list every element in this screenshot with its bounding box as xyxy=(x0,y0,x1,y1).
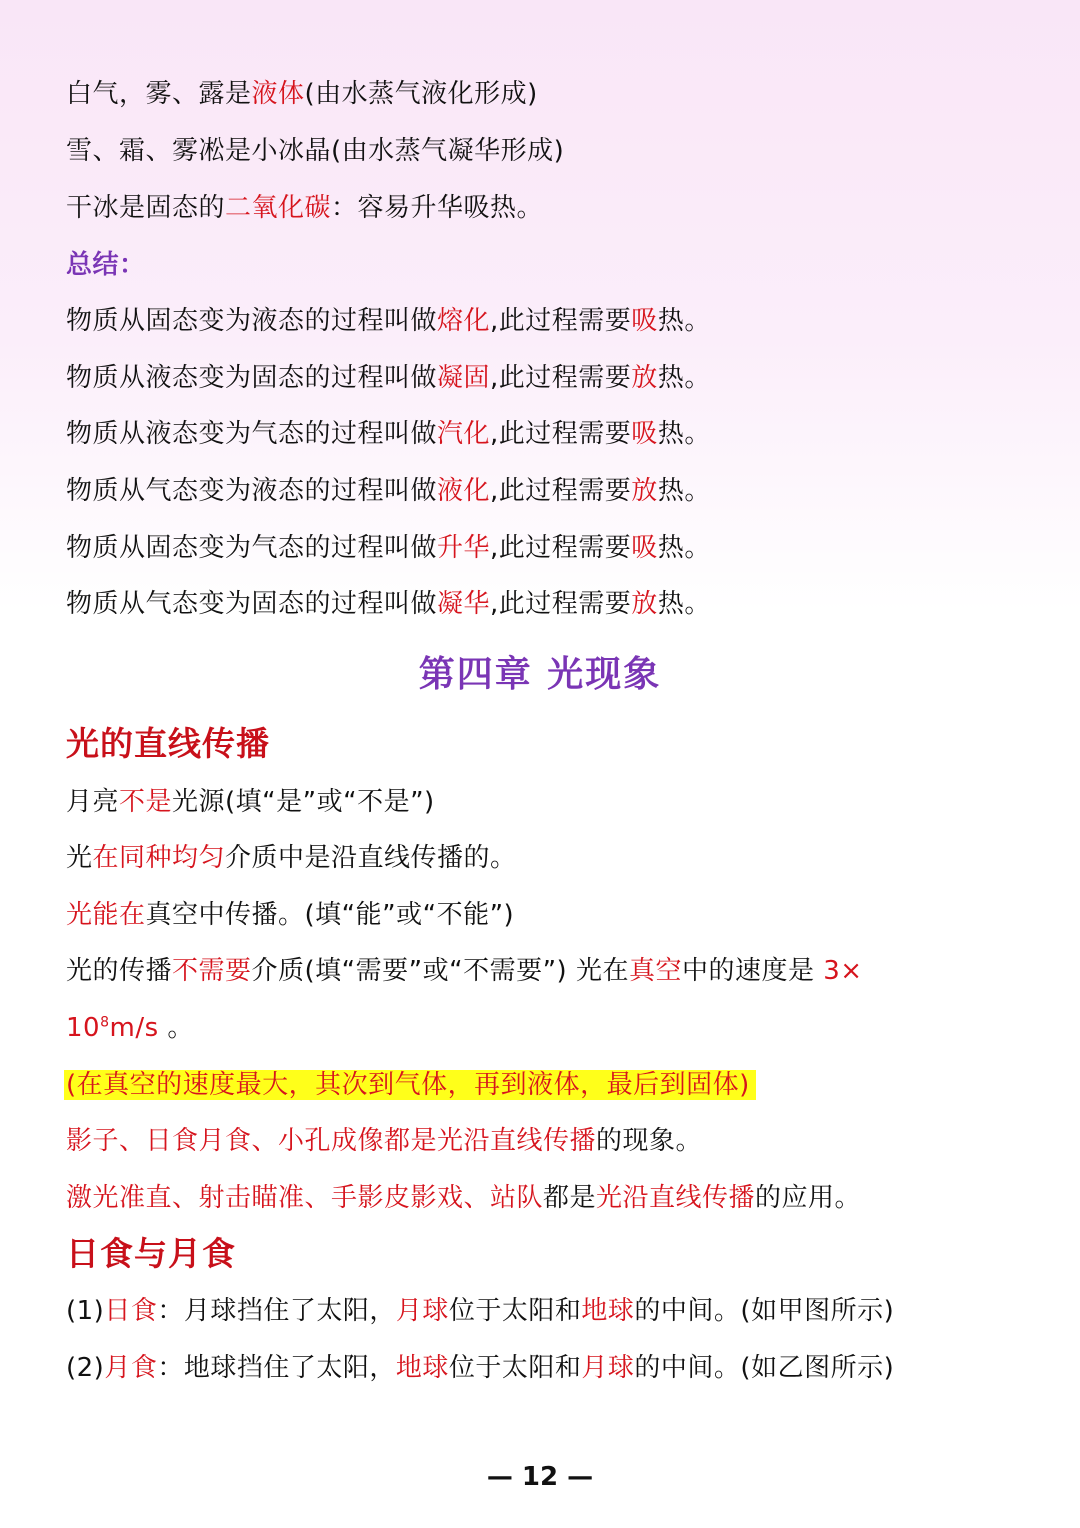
red-keyword: 放 xyxy=(631,476,658,506)
red-keyword: 二氧化碳 xyxy=(225,193,332,223)
speed-unit: m/s xyxy=(109,1013,159,1043)
text-segment: 位于太阳和 xyxy=(448,1296,582,1326)
text-line xyxy=(66,1178,861,1218)
summary-line xyxy=(66,584,711,624)
text-segment: 热。 xyxy=(657,306,711,336)
red-keyword: 熔化 xyxy=(437,306,491,336)
text-segment: 介质(填“需要”或“不需要”) 光在 xyxy=(251,956,629,986)
red-keyword: 凝固 xyxy=(437,363,491,393)
red-keyword: 吸 xyxy=(631,306,658,336)
red-keyword: 吸 xyxy=(631,533,658,563)
red-keyword: 地球 xyxy=(581,1296,635,1326)
text-line xyxy=(66,1121,702,1161)
text-segment: 中的速度是 xyxy=(681,956,824,986)
red-keyword: 不是 xyxy=(119,787,173,817)
text-segment: 白气，雾、露是 xyxy=(66,79,252,109)
text-segment: 介质中是沿直线传播的。 xyxy=(225,843,517,873)
summary-line xyxy=(66,358,711,398)
text-segment: ,此过程需要 xyxy=(490,306,632,336)
text-segment: 光的传播 xyxy=(66,956,173,986)
text-segment: 物质从液态变为气态的过程叫做 xyxy=(66,419,438,449)
text-segment: 热。 xyxy=(657,363,711,393)
text-segment: 热。 xyxy=(657,476,711,506)
red-keyword: 放 xyxy=(631,589,658,619)
text-line xyxy=(66,1348,894,1388)
text-segment: 物质从气态变为固态的过程叫做 xyxy=(66,589,438,619)
text-segment: 光源(填“是”或“不是”) xyxy=(172,787,435,817)
text-segment: ,此过程需要 xyxy=(490,419,632,449)
text-segment: ,此过程需要 xyxy=(490,589,632,619)
text-segment: 的中间。(如甲图所示) xyxy=(634,1296,895,1326)
text-segment: 物质从气态变为液态的过程叫做 xyxy=(66,476,438,506)
text-segment: 。 xyxy=(158,1013,194,1043)
red-keyword: 3× xyxy=(823,956,863,986)
text-segment: 雪、霜、雾凇是小冰晶(由水蒸气凝华形成) xyxy=(66,136,565,166)
text-line xyxy=(66,838,517,878)
text-segment: 位于太阳和 xyxy=(448,1353,582,1383)
summary-line xyxy=(66,414,711,454)
text-segment: 干冰是固态的 xyxy=(66,193,226,223)
text-line xyxy=(66,782,435,822)
summary-line xyxy=(66,528,711,568)
speed-value: 10 xyxy=(66,1013,101,1043)
red-keyword: 月球 xyxy=(581,1353,635,1383)
text-segment: 物质从固态变为气态的过程叫做 xyxy=(66,533,438,563)
text-segment: (1) xyxy=(66,1296,105,1326)
text-segment: 月亮 xyxy=(66,787,120,817)
text-line xyxy=(66,1008,194,1048)
red-keyword: 放 xyxy=(631,363,658,393)
red-keyword: 不需要 xyxy=(172,956,252,986)
red-keyword: 升华 xyxy=(437,533,491,563)
red-keyword: 凝华 xyxy=(437,589,491,619)
red-keyword: 液化 xyxy=(437,476,491,506)
red-keyword: 汽化 xyxy=(437,419,491,449)
red-keyword: 日食 xyxy=(104,1296,158,1326)
text-segment: 光 xyxy=(66,843,93,873)
summary-line xyxy=(66,471,711,511)
red-keyword: 月食 xyxy=(104,1353,158,1383)
red-keyword: 影子、日食月食、小孔成像都是光沿直线传播 xyxy=(66,1126,597,1156)
text-segment: ,此过程需要 xyxy=(490,363,632,393)
red-keyword: 激光准直、射击瞄准、手影皮影戏、站队 xyxy=(66,1183,544,1213)
text-line xyxy=(66,188,543,228)
speed-exponent: 8 xyxy=(100,1014,110,1031)
text-segment: 的中间。(如乙图所示) xyxy=(634,1353,895,1383)
text-segment: (2) xyxy=(66,1353,105,1383)
red-keyword: 液体 xyxy=(251,79,305,109)
section-title: 光的直线传播 xyxy=(66,724,270,763)
text-line xyxy=(66,131,564,171)
summary-line xyxy=(66,301,711,341)
text-segment: ,此过程需要 xyxy=(490,533,632,563)
text-line xyxy=(66,895,514,935)
text-line xyxy=(66,951,863,991)
text-segment: 物质从固态变为液态的过程叫做 xyxy=(66,306,438,336)
chapter-title: 第四章 光现象 xyxy=(418,654,662,695)
text-segment: 都是 xyxy=(543,1183,597,1213)
highlight-text: (在真空的速度最大，其次到气体，再到液体，最后到固体) xyxy=(64,1070,756,1100)
red-keyword: 真空 xyxy=(628,956,682,986)
red-keyword: 吸 xyxy=(631,419,658,449)
text-segment: ：月球挡住了太阳， xyxy=(157,1296,396,1326)
text-segment: 的应用。 xyxy=(755,1183,862,1213)
text-segment: ：地球挡住了太阳， xyxy=(157,1353,396,1383)
red-keyword: 月球 xyxy=(395,1296,449,1326)
text-segment: 热。 xyxy=(657,419,711,449)
red-keyword: 光能在 xyxy=(66,900,146,930)
red-keyword: 光沿直线传播 xyxy=(596,1183,756,1213)
text-segment: 真空中传播。(填“能”或“不能”) xyxy=(145,900,515,930)
text-segment: 的现象。 xyxy=(596,1126,703,1156)
text-segment: ：容易升华吸热。 xyxy=(331,193,544,223)
text-segment: 热。 xyxy=(657,533,711,563)
text-segment: 物质从液态变为固态的过程叫做 xyxy=(66,363,438,393)
red-keyword: 地球 xyxy=(395,1353,449,1383)
section-title: 日食与月食 xyxy=(66,1234,236,1273)
text-line xyxy=(66,74,538,114)
page-number: — 12 — xyxy=(486,1462,594,1492)
summary-heading: 总结： xyxy=(66,250,146,280)
text-segment: (由水蒸气液化形成) xyxy=(304,79,538,109)
text-line xyxy=(66,1291,894,1331)
highlighted-note xyxy=(66,1065,756,1105)
red-keyword: 在同种均匀 xyxy=(92,843,226,873)
text-segment: ,此过程需要 xyxy=(490,476,632,506)
text-segment: 热。 xyxy=(657,589,711,619)
